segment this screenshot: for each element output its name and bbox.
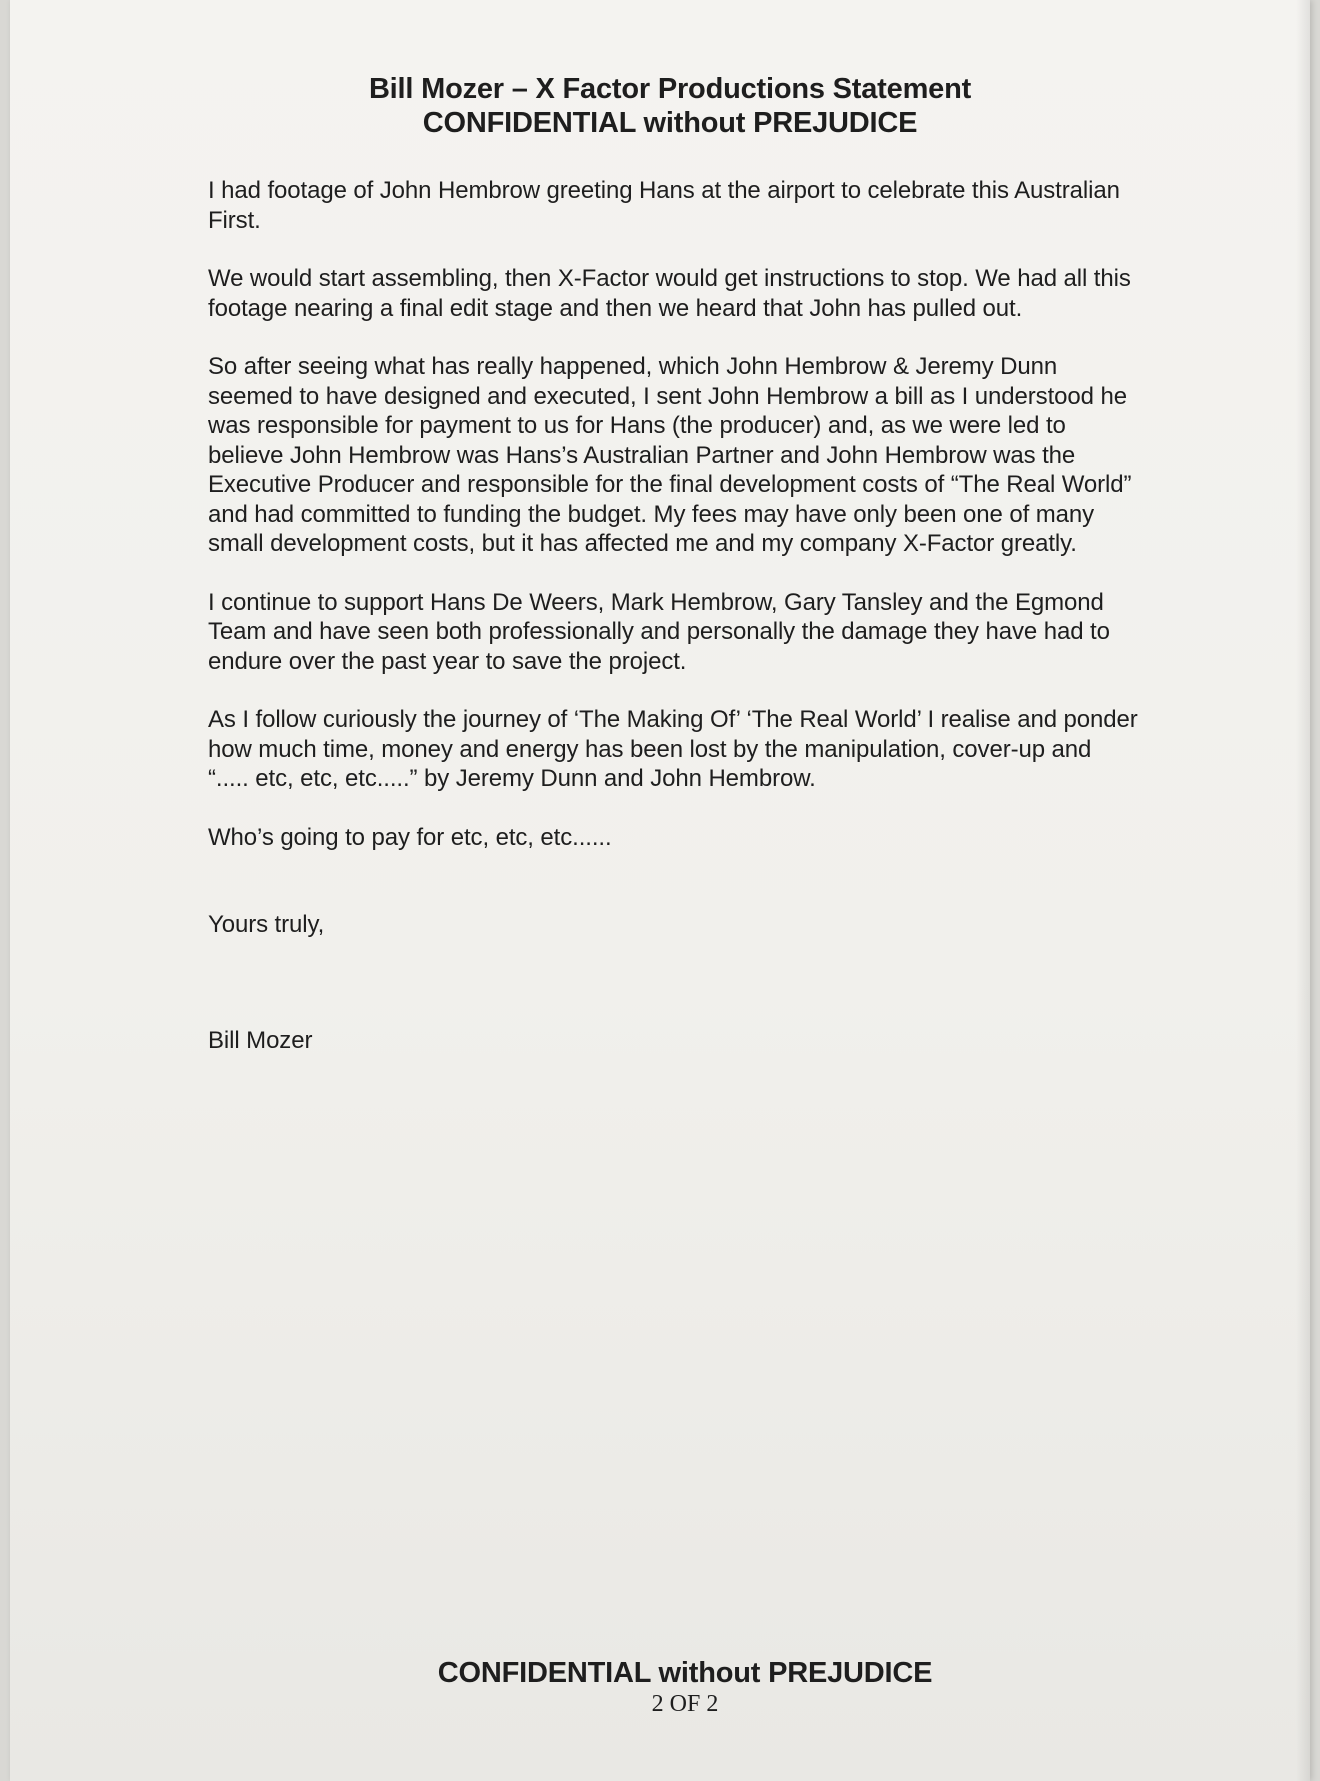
paragraph-3: So after seeing what has really happened, which John Hembrow & Jeremy Dunn seemed to have designed and executed, I sent John Hembrow a bill as I understood he was responsible for payment to us for Hans (the producer) and, as we were led to believe John Hembrow was Hans’s Australian Partner and John Hembrow was the Executive Producer and responsible for the final development costs of “The Real World” and had committed to funding the budget. My fees may have only been one of many small development costs, but it has affected me and my company X-Factor greatly. xyxy=(208,353,1132,557)
page-edge-shadow xyxy=(1296,0,1310,1781)
document-footer xyxy=(10,1656,1320,1718)
signature-name: Bill Mozer xyxy=(208,1026,313,1054)
paragraph-1: I had footage of John Hembrow greeting Hans at the airport to celebrate this Australian First. xyxy=(208,177,1120,234)
confidential-heading: CONFIDENTIAL without PREJUDICE xyxy=(422,107,918,139)
page-number: 2 OF 2 xyxy=(651,1691,719,1717)
document-title: Bill Mozer – X Factor Productions Statement xyxy=(368,73,972,105)
statement-body xyxy=(208,176,1138,1084)
paragraph-2: We would start assembling, then X-Factor would get instructions to stop. We had all this footage nearing a final edit stage and then we heard that John has pulled out. xyxy=(208,265,1131,322)
document-header xyxy=(10,72,1320,140)
document-page xyxy=(10,0,1310,1781)
paragraph-5: As I follow curiously the journey of ‘The Making Of’ ‘The Real World’ I realise and ponder how much time, money and energy has been lost by the manipulation, cover-up and “..... etc, etc, etc.....” by Jeremy Dunn and John Hembrow. xyxy=(208,706,1138,792)
closing-line: Yours truly, xyxy=(208,911,325,938)
paragraph-4: I continue to support Hans De Weers, Mark Hembrow, Gary Tansley and the Egmond Team and have seen both professionally and personally the damage they have had to endure over the past year to save the project. xyxy=(208,588,1110,675)
footer-confidential: CONFIDENTIAL without PREJUDICE xyxy=(437,1657,933,1689)
paragraph-6: Who’s going to pay for etc, etc, etc...... xyxy=(208,823,612,851)
